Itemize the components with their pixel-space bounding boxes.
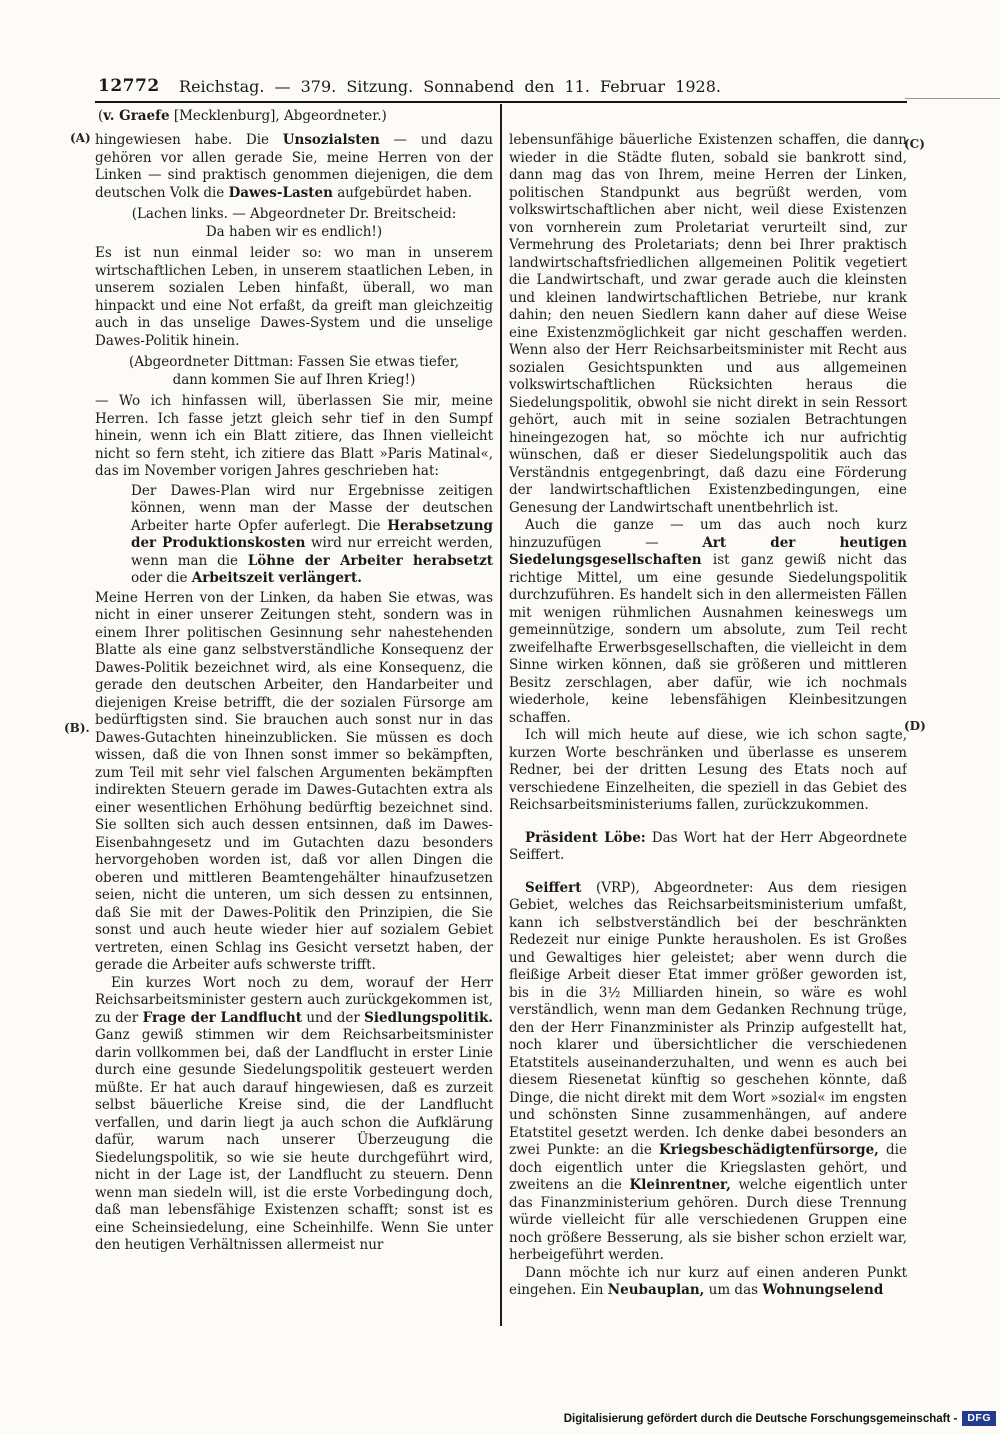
emphasized-text-run: Präsident Löbe: bbox=[525, 829, 646, 846]
text-run: und der bbox=[301, 1009, 365, 1026]
text-run: welche eigentlich unter das Finanzministerium gehören. Durch diese Trennung würde vielleicht für alle verschiedenen Gruppen eine noch größere Besserung, als sie bisher schon erzielt war, herbeigeführt werden. bbox=[509, 1177, 907, 1263]
speaker-continuation-note bbox=[98, 108, 498, 124]
header-rule-margin bbox=[905, 98, 1000, 99]
text-run: Ein kurzes Wort noch zu dem, worauf der Herr Reichsarbeitsminister gestern auch zurückgekommen ist, zu der bbox=[95, 974, 493, 1026]
text-run: Dann möchte ich nur kurz auf einen anderen Punkt eingehen. Ein bbox=[509, 1264, 907, 1298]
text-run: Ganz gewiß stimmen wir dem Reichsarbeitsminister darin vollkommen bei, daß der Landflucht in erster Linie durch eine gesunde Siedelungspolitik gesteuert werden müßte. Er hat auch darauf hingewiesen, daß es zurzeit selbst bäuerliche Kreise sind, die der Landflucht verfallen, und darin liegt ja auch schon die Aufklärung dafür, warum nach unserer Überzeugung die Siedelungspolitik, so wie sie heute durchgeführt wird, nicht in der Lage ist, der Landflucht zu steuern. Denn wenn man siedeln will, ist die erste Vorbedingung doch, daß man lebensfähige Existenzen schafft; sonst ist es eine Scheinsiedelung, eine Scheinhilfe. Wenn Sie unter den heutigen Verhältnissen allermeist nur bbox=[95, 1027, 493, 1253]
emphasized-text-run: Neubauplan, bbox=[607, 1282, 705, 1298]
text-run: Meine Herren von der Linken, da haben Sie etwas, was nicht in einer unserer Zeitungen steht, sondern was in einem Ihrer politischen Gesinnung sehr nahestehenden Blatte als eine ganz selbstverständliche Konsequenz der Dawes-Politik bezeichnet wird, als eine Konsequenz, die gerade den deutschen Arbeiter, den Handarbeiter und diejenigen Kreise betrifft, die der sozialen Fürsorge am bedürftigsten sind. Sie brauchen auch sonst nur in das Dawes-Gutachten hineinzublicken. Sie müssen es doch wissen, daß die von Ihnen sonst immer so bekämpften, zum Teil mit sehr viel falschen Argumenten bekämpften indirekten Steuern gerade im Dawes-Gutachten extra als einer wesentlichen Erhöhung bedürftig bezeichnet sind. Sie sollten sich auch dessen entsinnen, daß im Dawes-Eisenbahngesetz und im Gutachten dazu besonders hervorgehoben worden ist, daß vor allen Dingen die oberen und mittleren Beamtengehälter hinaufzusetzen seien, nicht die unteren, um sich dessen zu entsinnen, daß Sie mit der Dawes-Politik den Prinzipien, die Sie sonst und auch heute wieder hier auf sozialem Gebiet vertreten, einen Schlag ins Gesicht versetzt haben, der gerade die Arbeiter aufs schwerste trifft. bbox=[95, 589, 493, 973]
digitization-credit-text: Digitalisierung gefördert durch die Deutsche Forschungsgemeinschaft - bbox=[563, 1412, 958, 1425]
quotation bbox=[131, 483, 493, 588]
paragraph bbox=[509, 727, 907, 815]
text-run: aufgebürdet haben. bbox=[332, 184, 473, 201]
text-run: um das bbox=[704, 1282, 763, 1298]
text-run: — Wo ich hinfassen will, überlassen Sie mir, meine Herren. Ich fasse jetzt gleich sehr tief in den Sumpf hinein, wenn ich ein Blatt zitiere, das Ihnen vielleicht nicht so fern steht, ich zitiere das Blatt »Paris Matinal«, das im November vorigen Jahres geschrieben hat: bbox=[95, 393, 493, 479]
text-run: oder die bbox=[131, 570, 192, 586]
emphasized-text-run: Herabsetzung der Produktionskosten bbox=[131, 517, 493, 551]
emphasized-text-run: Siedlungspolitik. bbox=[364, 1009, 493, 1026]
text-run: Es ist nun einmal leider so: wo man in unserem wirtschaftlichen Leben, in unserem staatlichen Leben, in unserem sozialen Leben hinfaßt, überall, wo man hinpackt und eine Not erfaßt, da greift man gleichzeitig auch in das unselige Dawes-System und die unselige Dawes-Politik hinein. bbox=[95, 245, 493, 349]
emphasized-text-run: Kleinrentner, bbox=[629, 1177, 731, 1193]
paragraph bbox=[509, 880, 907, 1265]
column-divider-rule bbox=[500, 104, 502, 1326]
column-marker-c: (C) bbox=[904, 137, 925, 151]
paragraph bbox=[95, 393, 493, 481]
interjection-line: Da haben wir es endlich!) bbox=[205, 223, 383, 240]
right-text-column bbox=[509, 132, 907, 1328]
paragraph bbox=[509, 132, 907, 517]
session-header-title: Reichstag. — 379. Sitzung. Sonnabend den 11. Februar 1928. bbox=[179, 77, 721, 96]
paragraph bbox=[95, 975, 493, 1255]
paragraph bbox=[509, 517, 907, 727]
text-run: Auch die ganze — um das auch noch kurz hinzuzufügen — bbox=[509, 517, 907, 551]
header-rule bbox=[95, 101, 907, 103]
text-run: Ich will mich heute auf diese, wie ich schon sagte, kurzen Worte beschränken und überlasse es unserem Redner, bei der dritten Lesung des Etats noch auf verschiedene Einzelheiten, die speziell in das Gebiet des Reichsarbeitsministeriums fallen, zurückzukommen. bbox=[509, 727, 907, 813]
text-run: Der Dawes-Plan wird nur Ergebnisse zeitigen können, wenn man der Masse der deutschen Arbeiter harte Opfer auferlegt. Die bbox=[131, 482, 493, 534]
left-text-column bbox=[95, 132, 493, 1328]
column-marker-b: (B). bbox=[64, 721, 90, 735]
text-run: (VRP), Abgeordneter: Aus dem riesigen Gebiet, welches das Reichsarbeitsministerium umfaßt, kann ich selbstverständlich bei der beschränkten Redezeit nur einige Punkte herausholen. Es ist Großes und Gewaltiges hier geleistet; aber wenn durch die fleißige Arbeit dieser Etat immer größer geworden ist, bis in die 3½ Milliarden hinein, so wäre es wohl verständlich, wenn man dem Gedanken Rechnung trüge, den der Herr Finanzminister als Prinzip aufgestellt hat, noch klarer und übersichtlicher die verschiedenen Etatstitels auseinanderzuhalten, und wenn es auch bei diesem Riesenetat künftig so geschehen könnte, daß Dinge, die nicht direkt mit dem Wort »sozial« im engsten und schönsten Sinne zusammenhängen, auf andere Etatstitel gesetzt werden. Ich denke dabei besonders an zwei Punkte: an die bbox=[509, 879, 907, 1158]
interjection-line: dann kommen Sie auf Ihren Krieg!) bbox=[172, 371, 416, 388]
emphasized-text-run: Unsozialsten bbox=[282, 132, 380, 148]
page-number: 12772 bbox=[98, 76, 160, 96]
emphasized-text-run: Kriegsbeschädigtenfürsorge, bbox=[659, 1142, 879, 1158]
text-run: lebensunfähige bäuerliche Existenzen schaffen, die dann wieder in die Städte fluten, sobald sie bankrott sind, dann mag das von Ihrem, meine Herren der Linken, politischen Standpunkt aus begrüßt werden, vom volkswirtschaftlichen aber nicht, weil diese Existenzen von vornherein zum Proletariat verurteilt sind, zur Vermehrung des Proletariats; denn bei Ihrer praktisch landwirtschaftsfriedlichen allgemeinen Politik vegetiert die Landwirtschaft, und zwar gerade auch die kleinsten und kleinen landwirtschaftlichen Betriebe, nur krank dahin; den neuen Siedlern kann daher auf diese Weise eine Existenzmöglichkeit gar nicht geschaffen werden. Wenn also der Herr Reichsarbeitsminister mit Recht aus sozialen Gesichtspunkten und aus allgemeinen volkswirtschaftlichen Rücksichten heraus die Siedelungspolitik, obwohl sie nicht direkt in sein Ressort gehört, auch mit in seine sozialen Betrachtungen hineingezogen hat, so möchte ich nur aufrichtig wünschen, daß er dieser Siedelungspolitik auch das Verständnis entgegenbringt, daß dazu eine Förderung der landwirtschaftlichen Existenzbedingungen, eine Genesung der Landwirtschaft unentbehrlich ist. bbox=[509, 132, 907, 516]
text-run: wird nur erreicht werden, wenn man die bbox=[131, 535, 493, 569]
text-run: Das Wort hat der Herr Abgeordnete Seiffert. bbox=[509, 829, 907, 863]
interjection-line: (Lachen links. — Abgeordneter Dr. Breitscheid: bbox=[131, 206, 457, 222]
emphasized-text-run: Wohnungselend bbox=[762, 1282, 884, 1298]
text-run: ist ganz gewiß nicht das richtige Mittel, um eine gesunde Siedelungspolitik durchzuführen. Es handelt sich in den allermeisten Fällen mit wenigen rühmlichen Ausnahmen keineswegs um gemeinnützige, sondern um absolute, zum Teil recht zweifelhafte Erwerbsgesellschaften, die vielleicht in dem Sinne wirken können, daß sie größeren und mittleren Besitz zerschlagen, aber dafür, wie ich nochmals wiederhole, keine lebensfähigen Kleinbesitzungen schaffen. bbox=[509, 552, 907, 726]
note-rest: [Mecklenburg], Abgeordneter.) bbox=[169, 108, 387, 124]
paragraph bbox=[95, 245, 493, 350]
note-open: ( bbox=[98, 108, 104, 124]
speaker-name: v. Graefe bbox=[103, 108, 170, 124]
emphasized-text-run: Art der heutigen Siedelungsgesellschaften bbox=[509, 534, 907, 568]
column-marker-d: (D) bbox=[904, 719, 926, 733]
paragraph bbox=[95, 132, 493, 202]
text-run: — und dazu gehören vor allen gerade Sie, meine Herren von der Linken — sind praktisch genommen diejenigen, die dem deutschen Volk die bbox=[95, 132, 493, 201]
interjection bbox=[95, 354, 493, 389]
paragraph bbox=[509, 1265, 907, 1300]
emphasized-text-run: Löhne der Arbeiter herabsetzt bbox=[247, 552, 493, 569]
emphasized-text-run: Dawes-Lasten bbox=[228, 184, 333, 201]
column-marker-a: (A) bbox=[70, 131, 91, 145]
emphasized-text-run: Arbeitszeit verlängert. bbox=[191, 570, 362, 586]
text-run: hingewiesen habe. Die bbox=[95, 132, 283, 148]
dfg-logo: DFG bbox=[962, 1411, 996, 1426]
paragraph bbox=[509, 830, 907, 865]
digitization-credit-bar bbox=[0, 1411, 996, 1426]
emphasized-text-run: Frage der Landflucht bbox=[142, 1009, 302, 1026]
text-run: die doch eigentlich unter die Kriegslasten gehört, und zweitens an die bbox=[509, 1142, 907, 1193]
emphasized-text-run: Seiffert bbox=[525, 879, 582, 896]
paragraph bbox=[95, 590, 493, 975]
interjection-line: (Abgeordneter Dittman: Fassen Sie etwas tiefer, bbox=[128, 354, 460, 370]
interjection bbox=[95, 206, 493, 241]
